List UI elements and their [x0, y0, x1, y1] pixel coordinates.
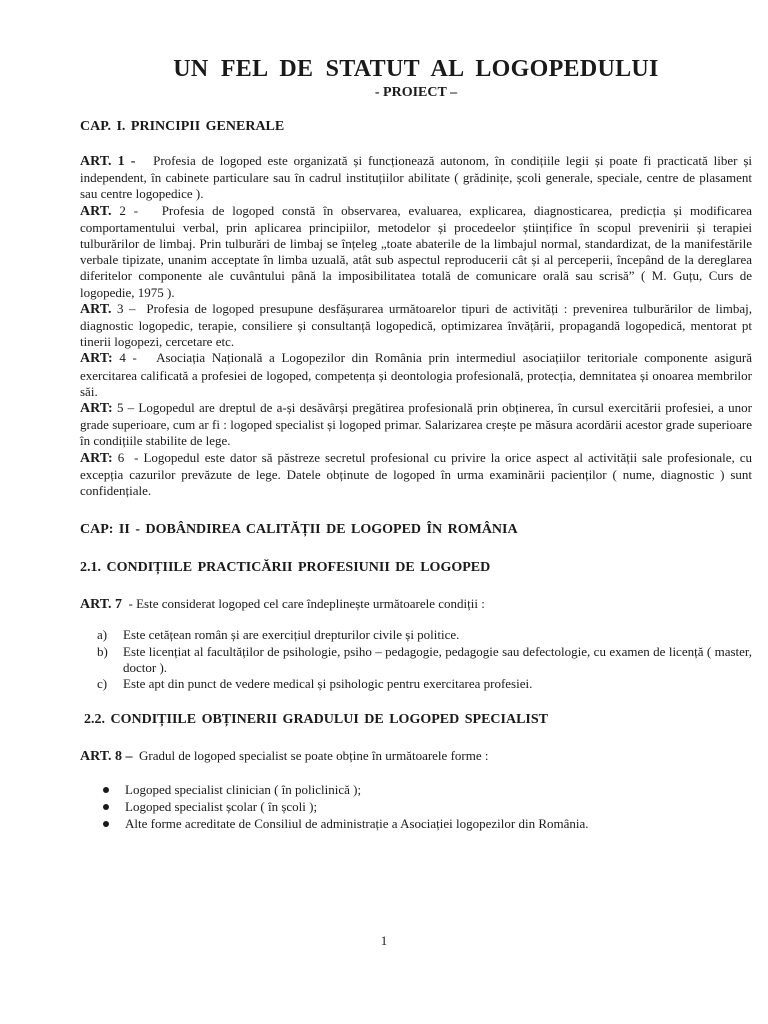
article-text: Logopedul are dreptul de a-și desăvârși pregătirea profesională prin obținerea, în cursul exercitării profesiei, a unor grade superioare, cum ar fi : logoped specialist și logoped primar. Salarizarea crește pe măsura acordării acestor grade superioare în condițiile stabilite de lege.	[80, 400, 752, 449]
article-3	[80, 301, 752, 351]
conditions-list	[80, 627, 752, 692]
list-item	[80, 815, 752, 832]
article-label: ART. 7	[80, 597, 123, 613]
document-page	[80, 55, 752, 832]
article-number: 6	[117, 449, 125, 465]
section-2-1-heading: 2.1. CONDIȚIILE PRACTICĂRII PROFESIUNII DE LOGOPED	[80, 560, 491, 576]
list-item	[80, 798, 752, 815]
article-text: Profesia de logoped este organizată și funcționează autonom, în condițiile legii și poate fi practicată liber și independent, în cabinete particulare sau în cadrul instituțiilor abilitate ( grădinițe, școli generale, speciale, centre de plasament sau centre logopedice ).	[80, 153, 753, 202]
article-label: ART.	[80, 301, 112, 317]
page-number: 1	[380, 933, 388, 948]
article-label: ART:	[80, 351, 113, 367]
bullet-icon	[103, 821, 109, 827]
list-item-text: Alte forme acreditate de Consiliul de administrație a Asociației logopezilor din România.	[125, 816, 589, 832]
article-label: ART. 1 -	[80, 154, 136, 169]
chapter-2-heading: CAP: II - DOBÂNDIREA CALITĂȚII DE LOGOPED ÎN ROMÂNIA	[80, 522, 518, 538]
article-label: ART. 8 –	[80, 749, 133, 765]
article-text: Profesia de logoped constă în observarea, evaluarea, explicarea, diagnosticarea, predicția și modificarea comportamentului verbal, prin aplicarea principiilor, metodelor și procedeelor științifice în scopul prevenirii și terapiei tulburărilor de limbaj. Prin tulburări de limbaj se înțeleg „toate abaterile de la limbajul normal, standardizat, de la manifestările verbale tipizate, unanim acceptate în limba uzuală, atât sub aspectul reproducerii cât și al perceperii, începând de la dereglarea diferitelor componente ale cuvântului până la imposibilitatea totală de comunicare orală sau scrisă” ( M. Guțu, Curs de logopedie, 1975 ).	[80, 202, 753, 300]
list-item-text: Logoped specialist clinician ( în policlinică );	[125, 782, 362, 798]
list-item-text: Este apt din punct de vedere medical și psihologic pentru exercitarea profesiei.	[123, 676, 533, 692]
article-number: 3 –	[117, 300, 136, 316]
list-item	[80, 781, 752, 798]
article-label: ART:	[80, 401, 113, 417]
list-item-text: Este licențiat al facultăților de psihologie, psiho – pedagogie, pedagogie sau defectologie, cu examen de licență ( master, doctor ).	[123, 643, 752, 675]
specialist-forms-list	[80, 781, 752, 832]
article-5	[80, 400, 752, 450]
chapter-1-heading: CAP. I. PRINCIPII GENERALE	[80, 119, 285, 134]
article-number: 5 –	[116, 400, 135, 416]
section-2-2-heading: 2.2. CONDIȚIILE OBȚINERII GRADULUI DE LOGOPED SPECIALIST	[84, 712, 548, 728]
article-4	[80, 350, 752, 400]
article-text: - Este considerat logoped cel care îndeplinește următoarele condiții :	[128, 596, 485, 612]
document-subtitle: - PROIECT –	[374, 85, 458, 100]
list-item-text: Este cetățean român și are exercițiul drepturilor civile și politice.	[123, 627, 460, 643]
article-label: ART.	[80, 203, 112, 219]
list-item-text: Logoped specialist școlar ( în școli );	[125, 799, 318, 815]
article-text: Gradul de logoped specialist se poate obține în următoarele forme :	[139, 748, 489, 764]
article-8	[80, 748, 752, 765]
article-7	[80, 596, 752, 613]
list-item	[80, 676, 752, 692]
bullet-icon	[103, 804, 109, 810]
list-item	[80, 644, 752, 676]
document-title: UN FEL DE STATUT AL LOGOPEDULUI	[173, 56, 659, 82]
article-6	[80, 450, 752, 500]
article-number: 2 -	[119, 202, 139, 218]
list-marker: a)	[97, 627, 108, 643]
article-1	[80, 153, 752, 203]
article-label: ART:	[80, 450, 113, 466]
list-marker: c)	[97, 676, 108, 692]
bullet-icon	[103, 787, 109, 793]
list-item	[80, 627, 752, 643]
article-text: - Logopedul este dator să păstreze secretul profesional cu privire la orice aspect al activității sale profesionale, cu excepția cazurilor prevăzute de lege. Datele obținute de logoped în urma examinării pacienților ( nume, diagnostic ) sunt confidențiale.	[80, 449, 752, 499]
list-marker: b)	[97, 643, 108, 659]
article-text: Asociația Națională a Logopezilor din România prin intermediul asociațiilor teritoriale componente asigură exercitarea calificată a profesiei de logoped, competența și deontologia profesională, protecția, demnitatea și onoarea membrilor săi.	[80, 350, 752, 399]
article-2	[80, 203, 752, 301]
article-number: 4 -	[119, 350, 137, 366]
article-text: Profesia de logoped presupune desfășurarea următoarelor tipuri de activități : prevenirea tulburărilor de limbaj, diagnostic logopedic, terapie, consiliere și consultanță logopedică, optimizarea învățării, propagandă logopedică, mentorat pt tinerii logopezi, cercetare etc.	[80, 300, 753, 350]
